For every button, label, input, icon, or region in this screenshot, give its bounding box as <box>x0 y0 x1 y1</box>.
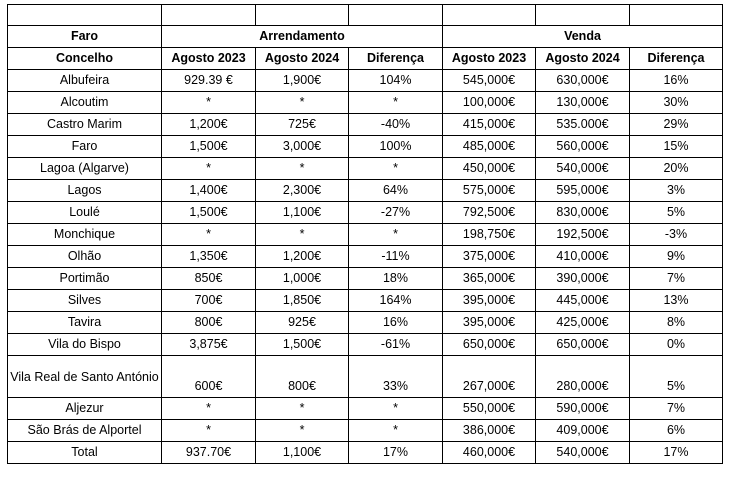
sale-value-cell: 13% <box>630 290 723 312</box>
municipality-cell: Silves <box>8 290 162 312</box>
sale-value-cell: 535.000€ <box>536 114 630 136</box>
table-row <box>8 202 723 224</box>
sale-value-cell: 540,000€ <box>536 442 630 464</box>
sale-value-cell: 395,000€ <box>443 290 536 312</box>
column-header-row <box>8 48 723 70</box>
sale-col-header: Agosto 2024 <box>536 48 630 70</box>
rent-value-cell: 1,100€ <box>256 202 349 224</box>
rent-value-cell: 1,100€ <box>256 442 349 464</box>
table-row <box>8 158 723 180</box>
sale-value-cell: 3% <box>630 180 723 202</box>
rent-value-cell: * <box>162 158 256 180</box>
municipality-cell: Total <box>8 442 162 464</box>
municipality-cell: Alcoutim <box>8 92 162 114</box>
sale-value-cell: 395,000€ <box>443 312 536 334</box>
rent-value-cell: 937.70€ <box>162 442 256 464</box>
rent-value-cell: * <box>349 224 443 246</box>
rent-value-cell: * <box>162 420 256 442</box>
sale-value-cell: 460,000€ <box>443 442 536 464</box>
empty-cell <box>443 5 536 26</box>
municipality-cell: Loulé <box>8 202 162 224</box>
rent-value-cell: 929.39 € <box>162 70 256 92</box>
sale-value-cell: 375,000€ <box>443 246 536 268</box>
sale-value-cell: 20% <box>630 158 723 180</box>
rent-value-cell: 104% <box>349 70 443 92</box>
sale-value-cell: 415,000€ <box>443 114 536 136</box>
rent-value-cell: -61% <box>349 334 443 356</box>
sale-value-cell: 386,000€ <box>443 420 536 442</box>
sale-value-cell: 130,000€ <box>536 92 630 114</box>
sale-col-header: Diferença <box>630 48 723 70</box>
rent-value-cell: 700€ <box>162 290 256 312</box>
sale-value-cell: 650,000€ <box>536 334 630 356</box>
table-row <box>8 246 723 268</box>
rent-value-cell: 800€ <box>162 312 256 334</box>
sale-value-cell: 280,000€ <box>536 356 630 398</box>
sale-value-cell: 29% <box>630 114 723 136</box>
sale-value-cell: 485,000€ <box>443 136 536 158</box>
rent-value-cell: 850€ <box>162 268 256 290</box>
rent-value-cell: * <box>256 224 349 246</box>
table-row <box>8 290 723 312</box>
rent-value-cell: -27% <box>349 202 443 224</box>
sale-value-cell: 792,500€ <box>443 202 536 224</box>
sale-value-cell: 560,000€ <box>536 136 630 158</box>
rent-value-cell: 1,350€ <box>162 246 256 268</box>
municipality-cell: Portimão <box>8 268 162 290</box>
rent-value-cell: 800€ <box>256 356 349 398</box>
rent-value-cell: 3,000€ <box>256 136 349 158</box>
rent-value-cell: 1,500€ <box>162 202 256 224</box>
municipality-cell: Albufeira <box>8 70 162 92</box>
rent-value-cell: 3,875€ <box>162 334 256 356</box>
table-row <box>8 312 723 334</box>
municipality-cell: Faro <box>8 136 162 158</box>
sale-value-cell: 450,000€ <box>443 158 536 180</box>
sale-value-cell: 410,000€ <box>536 246 630 268</box>
sale-value-cell: 390,000€ <box>536 268 630 290</box>
empty-cell <box>162 5 256 26</box>
rent-value-cell: 1,500€ <box>256 334 349 356</box>
sale-value-cell: 8% <box>630 312 723 334</box>
price-comparison-table <box>7 4 723 464</box>
table-row <box>8 114 723 136</box>
table-row <box>8 180 723 202</box>
sale-value-cell: 575,000€ <box>443 180 536 202</box>
sale-value-cell: 16% <box>630 70 723 92</box>
sale-value-cell: 830,000€ <box>536 202 630 224</box>
sale-value-cell: 550,000€ <box>443 398 536 420</box>
empty-cell <box>349 5 443 26</box>
rent-value-cell: 1,200€ <box>162 114 256 136</box>
rent-col-header: Diferença <box>349 48 443 70</box>
sale-col-header: Agosto 2023 <box>443 48 536 70</box>
rent-value-cell: 1,400€ <box>162 180 256 202</box>
sale-value-cell: 5% <box>630 202 723 224</box>
rent-value-cell: * <box>162 92 256 114</box>
empty-cell <box>536 5 630 26</box>
table-row <box>8 70 723 92</box>
rent-value-cell: -11% <box>349 246 443 268</box>
rent-value-cell: * <box>162 224 256 246</box>
empty-top-row <box>8 5 723 26</box>
rent-value-cell: * <box>349 398 443 420</box>
table-row <box>8 398 723 420</box>
sale-value-cell: 7% <box>630 268 723 290</box>
region-header: Faro <box>8 26 162 48</box>
sale-value-cell: 192,500€ <box>536 224 630 246</box>
sale-value-cell: 7% <box>630 398 723 420</box>
municipality-cell: Tavira <box>8 312 162 334</box>
rent-value-cell: 100% <box>349 136 443 158</box>
rent-value-cell: 600€ <box>162 356 256 398</box>
rent-value-cell: * <box>349 158 443 180</box>
rent-value-cell: * <box>256 398 349 420</box>
municipality-cell: Castro Marim <box>8 114 162 136</box>
rent-value-cell: 18% <box>349 268 443 290</box>
table-row <box>8 334 723 356</box>
rent-value-cell: 1,850€ <box>256 290 349 312</box>
rent-value-cell: 725€ <box>256 114 349 136</box>
municipality-cell: São Brás de Alportel <box>8 420 162 442</box>
sale-value-cell: 545,000€ <box>443 70 536 92</box>
rent-col-header: Agosto 2024 <box>256 48 349 70</box>
municipality-cell: Lagoa (Algarve) <box>8 158 162 180</box>
empty-cell <box>630 5 723 26</box>
sale-value-cell: 590,000€ <box>536 398 630 420</box>
rent-value-cell: 1,200€ <box>256 246 349 268</box>
sale-value-cell: 365,000€ <box>443 268 536 290</box>
table-row <box>8 224 723 246</box>
rent-value-cell: 164% <box>349 290 443 312</box>
sale-value-cell: 425,000€ <box>536 312 630 334</box>
table-row <box>8 442 723 464</box>
table-row <box>8 356 723 398</box>
sale-value-cell: 650,000€ <box>443 334 536 356</box>
rent-value-cell: 1,900€ <box>256 70 349 92</box>
rent-value-cell: 1,500€ <box>162 136 256 158</box>
municipality-cell: Olhão <box>8 246 162 268</box>
sale-value-cell: 0% <box>630 334 723 356</box>
sale-value-cell: 6% <box>630 420 723 442</box>
sale-value-cell: 5% <box>630 356 723 398</box>
sale-group-header: Venda <box>443 26 723 48</box>
table-row <box>8 420 723 442</box>
empty-cell <box>256 5 349 26</box>
sale-value-cell: 595,000€ <box>536 180 630 202</box>
rent-value-cell: * <box>256 92 349 114</box>
sale-value-cell: 630,000€ <box>536 70 630 92</box>
municipality-header: Concelho <box>8 48 162 70</box>
rent-value-cell: 33% <box>349 356 443 398</box>
group-header-row <box>8 26 723 48</box>
municipality-cell: Monchique <box>8 224 162 246</box>
rent-group-header: Arrendamento <box>162 26 443 48</box>
rent-col-header: Agosto 2023 <box>162 48 256 70</box>
rent-value-cell: 16% <box>349 312 443 334</box>
table-row <box>8 92 723 114</box>
municipality-cell: Aljezur <box>8 398 162 420</box>
rent-value-cell: -40% <box>349 114 443 136</box>
table-row <box>8 268 723 290</box>
municipality-cell: Lagos <box>8 180 162 202</box>
rent-value-cell: * <box>256 158 349 180</box>
rent-value-cell: 17% <box>349 442 443 464</box>
sale-value-cell: -3% <box>630 224 723 246</box>
sale-value-cell: 9% <box>630 246 723 268</box>
sale-value-cell: 540,000€ <box>536 158 630 180</box>
rent-value-cell: * <box>162 398 256 420</box>
sale-value-cell: 198,750€ <box>443 224 536 246</box>
rent-value-cell: * <box>256 420 349 442</box>
sale-value-cell: 445,000€ <box>536 290 630 312</box>
rent-value-cell: 925€ <box>256 312 349 334</box>
table-row <box>8 136 723 158</box>
sale-value-cell: 100,000€ <box>443 92 536 114</box>
sale-value-cell: 409,000€ <box>536 420 630 442</box>
empty-cell <box>8 5 162 26</box>
sale-value-cell: 267,000€ <box>443 356 536 398</box>
rent-value-cell: 64% <box>349 180 443 202</box>
sale-value-cell: 15% <box>630 136 723 158</box>
rent-value-cell: 1,000€ <box>256 268 349 290</box>
municipality-cell: Vila do Bispo <box>8 334 162 356</box>
municipality-cell: Vila Real de Santo António <box>8 356 162 398</box>
rent-value-cell: * <box>349 92 443 114</box>
sale-value-cell: 30% <box>630 92 723 114</box>
rent-value-cell: * <box>349 420 443 442</box>
rent-value-cell: 2,300€ <box>256 180 349 202</box>
sale-value-cell: 17% <box>630 442 723 464</box>
